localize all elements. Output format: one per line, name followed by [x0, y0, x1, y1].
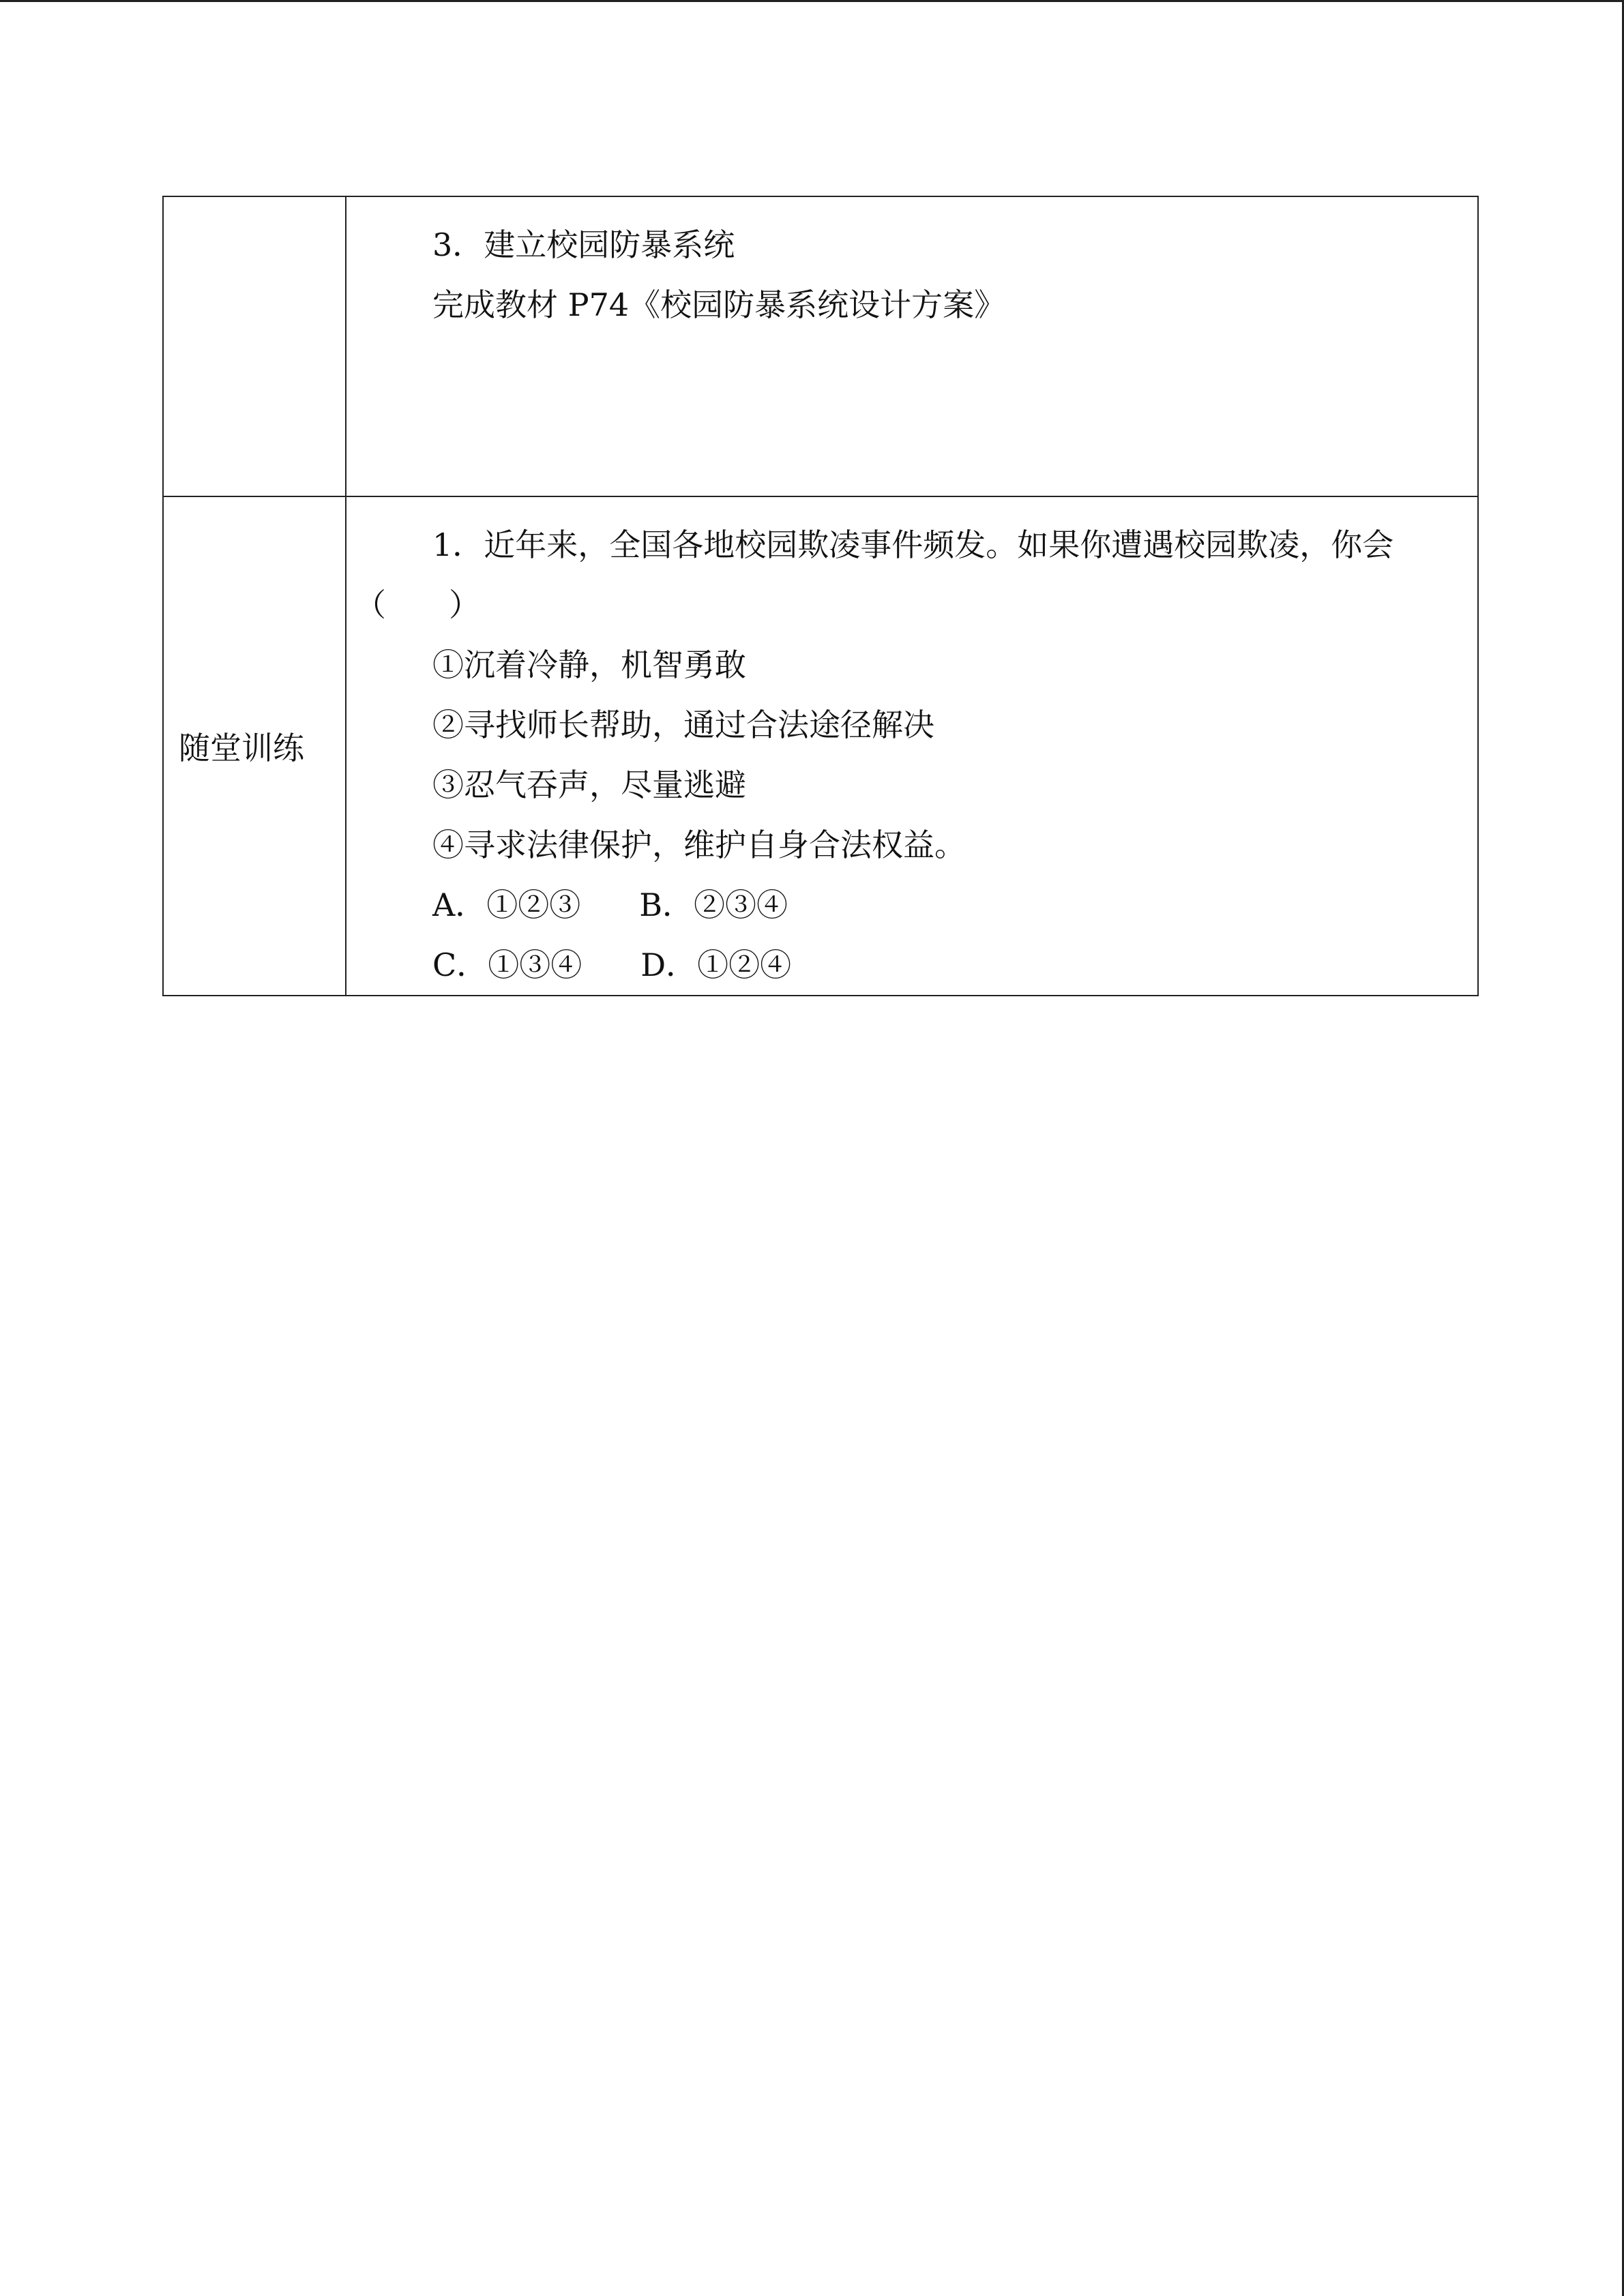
statement-item: ①沉着冷静，机智勇敢: [432, 646, 746, 683]
option-a: A．①②③: [432, 886, 581, 923]
question-stem: 1．近年来，全国各地校园欺凌事件频发。如果你遭遇校园欺凌，你会: [432, 526, 1394, 563]
statement-item: ②寻找师长帮助，通过合法途径解决: [432, 706, 934, 743]
statement-item: ④寻求法律保护，维护自身合法权益。: [432, 826, 966, 863]
option-b: B．②③④: [639, 886, 788, 923]
table-row: [163, 496, 1478, 996]
lesson-table: [162, 196, 1479, 996]
row-label-cell: [163, 196, 346, 496]
row-content-cell: [346, 496, 1478, 996]
row-content-cell: [346, 196, 1478, 496]
table-row: [163, 196, 1478, 496]
answer-blank: （ ）: [355, 586, 480, 623]
options-row: [355, 875, 1457, 935]
options-row: [355, 935, 1457, 995]
section-heading: 3．建立校园防暴系统: [432, 226, 735, 263]
option-c: C．①③④: [432, 946, 582, 983]
row-label-cell: 随堂训练: [163, 496, 346, 996]
task-instruction: 完成教材 P74《校园防暴系统设计方案》: [432, 286, 1006, 323]
option-d: D．①②④: [640, 946, 792, 983]
statement-item: ③忍气吞声，尽量逃避: [432, 766, 746, 803]
page-top-border: [0, 0, 1624, 2]
